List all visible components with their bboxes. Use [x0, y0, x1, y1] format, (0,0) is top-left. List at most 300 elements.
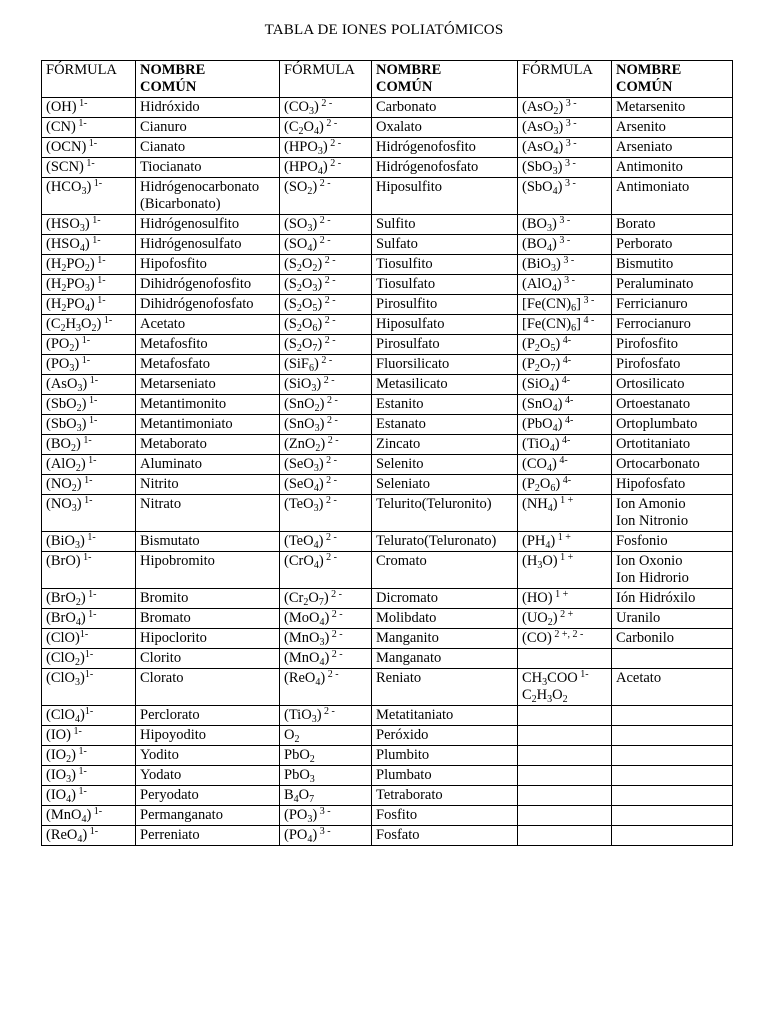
- table-row: [42, 552, 733, 589]
- common-name-cell: [612, 275, 733, 295]
- formula-text: (SbO: [46, 416, 77, 432]
- ion-charge: 3 -: [561, 275, 575, 286]
- formula-cell: [518, 158, 612, 178]
- common-name-text: Pirosulfito: [376, 296, 438, 312]
- formula-text: O: [80, 316, 92, 332]
- formula-text: O: [539, 336, 551, 352]
- formula-text: ): [316, 707, 322, 723]
- formula-text: (HPO: [284, 139, 318, 155]
- formula-cell: [280, 726, 372, 746]
- common-name-text: Borato: [616, 216, 656, 232]
- formula-text: (S: [284, 336, 297, 352]
- formula-text: (CO: [522, 456, 547, 472]
- table-row: [42, 235, 733, 255]
- formula-cell: [518, 118, 612, 138]
- formula-subscript: 4: [551, 283, 557, 294]
- formula-subscript: 3: [69, 363, 75, 374]
- formula-cell: [42, 455, 136, 475]
- common-name-text: Ferrocianuro: [616, 316, 691, 332]
- table-row: [42, 118, 733, 138]
- formula-text: O: [539, 356, 551, 372]
- common-name-cell: [136, 435, 280, 455]
- common-name-cell: [372, 138, 518, 158]
- formula-text: (P: [522, 336, 535, 352]
- common-name-cell: [372, 629, 518, 649]
- formula-subscript: 2: [296, 303, 302, 314]
- common-name-text: Cianato: [140, 139, 186, 155]
- ion-charge: 1 +: [557, 552, 574, 563]
- common-name-cell: [612, 649, 733, 669]
- formula-text: (SO: [284, 236, 308, 252]
- ion-charge: 1-: [94, 295, 106, 306]
- ion-charge: 3 -: [563, 118, 577, 129]
- formula-cell: [280, 295, 372, 315]
- formula-subscript: 2: [91, 323, 97, 334]
- common-name-cell: [136, 475, 280, 495]
- formula-text: (BrO): [46, 553, 81, 569]
- formula-subscript: 3: [66, 774, 72, 785]
- formula-text: ): [558, 119, 564, 135]
- formula-cell: [518, 475, 612, 495]
- common-name-cell: [136, 355, 280, 375]
- table-row: [42, 275, 733, 295]
- common-name-cell: [136, 766, 280, 786]
- common-name-text: Hipofosfito: [140, 256, 207, 272]
- formula-cell: [280, 395, 372, 415]
- formula-subscript: 3: [81, 186, 87, 197]
- formula-cell: [42, 435, 136, 455]
- formula-subscript: 3: [312, 283, 318, 294]
- common-name-cell: [612, 552, 733, 589]
- table-row: [42, 375, 733, 395]
- formula-text: ): [89, 296, 95, 312]
- formula-subscript: 4: [293, 794, 299, 805]
- formula-text: (SCN): [46, 159, 84, 175]
- formula-header: FÓRMULA: [280, 61, 372, 98]
- common-name-text: Hidrógenofosfato: [376, 159, 479, 175]
- common-name-text: Pirofosfito: [616, 336, 679, 352]
- formula-text: ): [319, 396, 325, 412]
- formula-cell: [518, 395, 612, 415]
- common-name-text: Antimonito: [616, 159, 683, 175]
- common-name-text: Ion Amonio: [616, 496, 686, 512]
- ion-charge: 1-: [86, 415, 98, 426]
- common-name-cell: [372, 532, 518, 552]
- ion-charge: 1-: [84, 669, 94, 680]
- common-name-text: Oxalato: [376, 119, 422, 135]
- table-row: [42, 315, 733, 335]
- table-row: [42, 475, 733, 495]
- formula-text: (AlO: [522, 276, 552, 292]
- table-row: [42, 589, 733, 609]
- formula-text: (SbO: [522, 179, 553, 195]
- formula-subscript: 6: [571, 303, 577, 314]
- ion-charge: 1-: [85, 609, 97, 620]
- formula-text: ): [317, 316, 323, 332]
- formula-text: ): [89, 276, 95, 292]
- formula-text: (AsO: [522, 139, 554, 155]
- formula-text: ): [89, 256, 95, 272]
- ion-charge: 2 -: [329, 609, 343, 620]
- common-name-cell: [372, 295, 518, 315]
- common-name-text: Yodito: [140, 747, 179, 763]
- formula-cell: [42, 395, 136, 415]
- formula-text: ): [551, 236, 557, 252]
- common-name-cell: [612, 335, 733, 355]
- common-name-text: Antimoniato: [616, 179, 690, 195]
- ion-charge: 1-: [94, 275, 106, 286]
- formula-cell: [518, 275, 612, 295]
- formula-text: (P: [522, 356, 535, 372]
- ion-charge: 1-: [75, 118, 87, 129]
- formula-subscript: 3: [537, 560, 543, 571]
- common-name-cell: [136, 726, 280, 746]
- formula-subscript: 4: [546, 463, 552, 474]
- formula-subscript: 2: [66, 754, 72, 765]
- formula-subscript: 3: [308, 106, 314, 117]
- common-name-text: Arseniato: [616, 139, 673, 155]
- common-name-cell: [136, 138, 280, 158]
- common-name-cell: [136, 335, 280, 355]
- formula-cell: [42, 375, 136, 395]
- formula-text: H: [65, 316, 76, 332]
- formula-text: (S: [284, 256, 297, 272]
- table-row: [42, 806, 733, 826]
- common-name-text: Cromato: [376, 553, 427, 569]
- formula-text: (SiO: [284, 376, 312, 392]
- formula-text: ): [80, 670, 85, 686]
- common-name-cell: [136, 746, 280, 766]
- common-name-cell: [612, 118, 733, 138]
- formula-text: ): [76, 496, 82, 512]
- formula-text: PO: [66, 276, 85, 292]
- formula-text: (MnO: [284, 630, 320, 646]
- common-name-cell: [136, 669, 280, 706]
- common-name-cell: [372, 215, 518, 235]
- formula-subscript: 2: [547, 617, 553, 628]
- formula-text: O: [298, 787, 310, 803]
- formula-subscript: 4: [553, 146, 559, 157]
- common-name-text: Tetraborato: [376, 787, 443, 803]
- formula-text: (MnO: [46, 807, 82, 823]
- formula-subscript: 3: [314, 423, 320, 434]
- formula-text: ): [318, 119, 324, 135]
- common-name-text: Ortoplumbato: [616, 416, 698, 432]
- ion-charge: 1-: [577, 669, 589, 680]
- common-name-cell: [136, 118, 280, 138]
- common-name-text: Permanganato: [140, 807, 223, 823]
- ion-charge: 2 -: [325, 435, 339, 446]
- ion-charge: 2 -: [322, 335, 336, 346]
- ion-charge: 1-: [87, 826, 99, 837]
- common-name-cell: [136, 415, 280, 435]
- formula-cell: [42, 215, 136, 235]
- ion-charge: 3 -: [562, 158, 576, 169]
- formula-subscript: 3: [552, 166, 558, 177]
- formula-cell: [280, 98, 372, 118]
- formula-cell: [42, 138, 136, 158]
- formula-cell: [42, 355, 136, 375]
- formula-text: ): [319, 416, 325, 432]
- formula-text: ): [555, 356, 561, 372]
- common-name-text: Carbonato: [376, 99, 437, 115]
- formula-subscript: 3: [77, 383, 83, 394]
- common-name-cell: [136, 552, 280, 589]
- formula-text: (SO: [284, 216, 308, 232]
- formula-text: (IO): [46, 727, 71, 743]
- formula-subscript: 3: [542, 677, 548, 688]
- formula-cell: [280, 552, 372, 589]
- formula-subscript: 3: [553, 126, 559, 137]
- formula-text: (PO: [46, 336, 70, 352]
- ion-charge: 2 -: [323, 455, 337, 466]
- formula-cell: [280, 415, 372, 435]
- formula-text: (HCO: [46, 179, 82, 195]
- table-row: [42, 629, 733, 649]
- table-row: [42, 532, 733, 552]
- ion-charge: 2 -: [317, 178, 331, 189]
- common-name-cell: [612, 455, 733, 475]
- formula-cell: [42, 806, 136, 826]
- common-name-cell: [612, 215, 733, 235]
- common-name-text: Ferricianuro: [616, 296, 688, 312]
- ion-charge: 2 -: [321, 375, 335, 386]
- ion-charge: 1-: [80, 435, 92, 446]
- common-name-text: Cianuro: [140, 119, 187, 135]
- common-name-text: Ortoestanato: [616, 396, 691, 412]
- table-row: [42, 98, 733, 118]
- formula-text: ): [75, 436, 81, 452]
- formula-text: ): [317, 256, 323, 272]
- formula-text: (H: [46, 276, 62, 292]
- formula-text: (TeO: [284, 496, 314, 512]
- formula-subscript: 2: [296, 283, 302, 294]
- ion-charge: 2 -: [323, 475, 337, 486]
- common-name-text: Plumbito: [376, 747, 430, 763]
- formula-cell: [518, 649, 612, 669]
- formula-text: (HSO: [46, 236, 80, 252]
- table-row: [42, 335, 733, 355]
- common-name-cell: [372, 726, 518, 746]
- common-name-text: Dihidrógenofosfito: [140, 276, 252, 292]
- formula-text: (ClO: [46, 650, 75, 666]
- formula-text: (CO): [522, 630, 552, 646]
- formula-text: ): [552, 610, 558, 626]
- common-name-text: Dihidrógenofosfato: [140, 296, 254, 312]
- common-name-cell: [136, 806, 280, 826]
- formula-text: ): [80, 610, 86, 626]
- formula-text: (SiF: [284, 356, 309, 372]
- common-name-text: Fosfonio: [616, 533, 668, 549]
- common-name-text: Aluminato: [140, 456, 203, 472]
- formula-text: O): [542, 553, 558, 569]
- formula-subscript: 3: [79, 223, 85, 234]
- formula-text: ): [324, 610, 330, 626]
- formula-text: COO: [547, 670, 578, 686]
- formula-subscript: 4: [313, 126, 319, 137]
- formula-subscript: 2: [296, 263, 302, 274]
- formula-cell: [42, 706, 136, 726]
- ion-charge: 3 -: [563, 98, 577, 109]
- table-row: [42, 178, 733, 215]
- formula-subscript: 4: [79, 243, 85, 254]
- common-name-text: Ortotitaniato: [616, 436, 691, 452]
- ion-charge: 2 -: [329, 649, 343, 660]
- formula-subscript: 3: [309, 774, 315, 785]
- ion-charge: 2 -: [321, 706, 335, 717]
- formula-text: ): [555, 336, 561, 352]
- formula-text: O: [303, 119, 314, 135]
- ion-charge: 4-: [559, 435, 571, 446]
- ion-charge: 1-: [75, 786, 87, 797]
- ion-charge: 3 -: [317, 806, 331, 817]
- common-name-text: Peraluminato: [616, 276, 694, 292]
- formula-subscript: 4: [319, 657, 325, 668]
- formula-cell: [42, 609, 136, 629]
- formula-text: (ClO): [46, 630, 80, 646]
- formula-cell: [518, 138, 612, 158]
- common-name-cell: [612, 435, 733, 455]
- ion-charge: 2 -: [323, 495, 337, 506]
- common-name-text: Ion Nitronio: [616, 513, 689, 529]
- ion-charge: 1-: [79, 355, 91, 366]
- ion-charge: 1-: [70, 726, 82, 737]
- formula-subscript: 4: [552, 186, 558, 197]
- formula-subscript: 4: [552, 403, 558, 414]
- formula-text: ): [84, 236, 90, 252]
- formula-text: ): [74, 336, 80, 352]
- formula-text: ): [86, 179, 92, 195]
- formula-text: ): [76, 476, 82, 492]
- formula-text: (NO: [46, 496, 72, 512]
- formula-subscript: 2: [61, 303, 67, 314]
- common-name-cell: [136, 178, 280, 215]
- formula-text: (UO: [522, 610, 548, 626]
- formula-text: (H: [46, 296, 62, 312]
- formula-text: ): [80, 533, 85, 549]
- formula-subscript: 2: [71, 483, 77, 494]
- formula-header: FÓRMULA: [518, 61, 612, 98]
- formula-subscript: 4: [552, 423, 558, 434]
- common-name-text: Metasilicato: [376, 376, 448, 392]
- common-name-text: Ortocarbonato: [616, 456, 700, 472]
- common-name-cell: [612, 395, 733, 415]
- common-name-text: Metarsenito: [616, 99, 686, 115]
- formula-subscript: 2: [534, 483, 540, 494]
- formula-text: (BrO: [46, 590, 76, 606]
- formula-text: ): [74, 356, 80, 372]
- formula-text: (TeO: [284, 533, 314, 549]
- formula-cell: [280, 495, 372, 532]
- common-name-text: Manganito: [376, 630, 439, 646]
- formula-text: ): [312, 807, 318, 823]
- common-name-cell: [372, 158, 518, 178]
- formula-text: ): [84, 216, 90, 232]
- common-name-cell: [372, 455, 518, 475]
- common-name-text: Fosfato: [376, 827, 420, 843]
- formula-cell: [42, 178, 136, 215]
- formula-text: [Fe(CN): [522, 296, 572, 312]
- common-name-cell: [612, 235, 733, 255]
- formula-subscript: 7: [312, 343, 318, 354]
- common-name-cell: [372, 669, 518, 706]
- common-name-cell: [372, 315, 518, 335]
- common-name-cell: [372, 806, 518, 826]
- formula-cell: [42, 649, 136, 669]
- formula-subscript: 2: [84, 263, 90, 274]
- formula-cell: [280, 806, 372, 826]
- table-row: [42, 158, 733, 178]
- common-name-cell: [136, 295, 280, 315]
- common-name-cell: [136, 589, 280, 609]
- common-name-cell: [612, 629, 733, 649]
- formula-text: (SeO: [284, 476, 314, 492]
- common-name-text: Estanito: [376, 396, 424, 412]
- formula-cell: [42, 629, 136, 649]
- common-name-cell: [372, 335, 518, 355]
- common-name-cell: [372, 495, 518, 532]
- formula-cell: [518, 355, 612, 375]
- formula-text: ): [71, 747, 76, 763]
- formula-cell: [280, 826, 372, 846]
- formula-subscript: 3: [75, 677, 80, 688]
- common-name-text: Ión Hidróxilo: [616, 590, 696, 606]
- common-name-cell: [612, 589, 733, 609]
- common-name-cell: [372, 98, 518, 118]
- formula-text: (NO: [46, 476, 72, 492]
- common-name-cell: [372, 826, 518, 846]
- common-name-cell: [612, 375, 733, 395]
- common-name-cell: [612, 826, 733, 846]
- formula-text: (IO: [46, 767, 67, 783]
- formula-text: (CN): [46, 119, 76, 135]
- formula-text: (CrO: [284, 553, 314, 569]
- formula-cell: [42, 475, 136, 495]
- formula-cell: [280, 315, 372, 335]
- ion-charge: 2 -: [324, 415, 338, 426]
- formula-cell: [42, 589, 136, 609]
- formula-text: (ReO: [284, 670, 316, 686]
- ion-charge: 1-: [84, 706, 94, 717]
- common-name-text: Selenito: [376, 456, 424, 472]
- formula-cell: [280, 455, 372, 475]
- common-name-text: Peróxido: [376, 727, 429, 743]
- common-name-cell: [372, 375, 518, 395]
- common-name-text: Hidrógenosulfato: [140, 236, 242, 252]
- table-row: [42, 649, 733, 669]
- common-name-text: Metantimoniato: [140, 416, 233, 432]
- formula-text: (NH: [522, 496, 548, 512]
- common-name-text: Metatitaniato: [376, 707, 454, 723]
- formula-subscript: 7: [550, 363, 556, 374]
- formula-text: (SO: [284, 179, 308, 195]
- ion-charge: 1-: [91, 178, 103, 189]
- common-name-cell: [612, 532, 733, 552]
- formula-cell: [42, 295, 136, 315]
- formula-subscript: 4: [547, 503, 553, 514]
- formula-subscript: 2: [60, 323, 66, 334]
- formula-text: ): [314, 356, 319, 372]
- ion-charge: 1-: [86, 138, 98, 149]
- ion-charge: 1-: [75, 746, 87, 757]
- common-name-cell: [612, 178, 733, 215]
- formula-cell: [42, 98, 136, 118]
- formula-cell: [518, 609, 612, 629]
- formula-text: ): [80, 650, 85, 666]
- common-name-cell: [372, 589, 518, 609]
- ion-charge: 1-: [81, 475, 93, 486]
- formula-subscript: 2: [296, 343, 302, 354]
